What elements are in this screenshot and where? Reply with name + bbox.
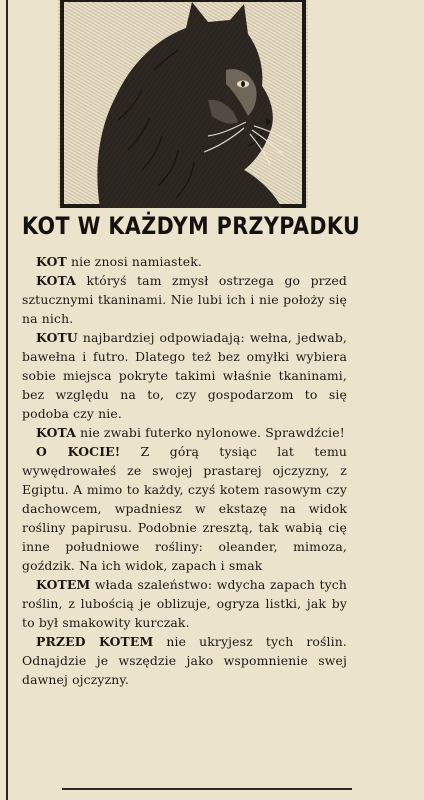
keyword: KOTA xyxy=(36,273,76,288)
bottom-rule xyxy=(62,788,352,790)
paragraph-text: Z górą tysiąc lat temu wywędrowałeś ze swojej prastarej ojczyzny, z Egiptu. A mimo to każdy, czyś kotem rasowym czy dachowcem, wpadniesz w ekstazę na widok rośliny papirusu. Podobnie zresztą, tak wabią cię inne południowe rośliny: oleander, mimoza, goździk. Na ich widok, zapach i smak xyxy=(22,444,348,573)
keyword: KOTEM xyxy=(36,577,91,592)
keyword: KOT xyxy=(36,254,67,269)
keyword: KOTU xyxy=(36,330,78,345)
paragraph xyxy=(22,423,347,442)
keyword: O KOCIE! xyxy=(36,444,121,459)
paragraph xyxy=(22,271,347,328)
column-rule xyxy=(6,0,8,800)
article-title: KOT W KAŻDYM PRZYPADKU xyxy=(22,212,361,240)
paragraph xyxy=(22,632,347,689)
paragraph-text: włada szaleństwo: wdycha zapach tych roślin, z lubością je oblizuje, ogryza listki, jak by to był smakowity kurczak. xyxy=(22,577,347,630)
keyword: PRZED KOTEM xyxy=(36,634,154,649)
paragraph xyxy=(22,252,347,271)
paragraph xyxy=(22,442,347,575)
paragraph-text: najbardziej odpowiadają: wełna, jedwab, bawełna i futro. Dlatego też bez omyłki wybiera sobie miejsca pokryte takimi właśnie tkaninami, bez względu na to, czy gospodarzom to się podoba czy nie. xyxy=(22,330,347,421)
keyword: KOTA xyxy=(36,425,76,440)
paragraph xyxy=(22,328,347,423)
paragraph-text: któryś tam zmysł ostrzega go przed sztucznymi tkaninami. Nie lubi ich i nie położy się na nich. xyxy=(22,273,347,326)
article-body xyxy=(22,252,347,689)
cat-illustration xyxy=(58,0,308,208)
paragraph-text: nie zwabi futerko nylonowe. Sprawdźcie! xyxy=(76,425,345,440)
paragraph xyxy=(22,575,347,632)
paragraph-text: nie znosi namiastek. xyxy=(66,254,203,269)
paragraph-text: nie ukryjesz tych roślin. Odnajdzie je wszędzie jako wspomnienie swej dawnej ojczyzny. xyxy=(22,634,347,687)
